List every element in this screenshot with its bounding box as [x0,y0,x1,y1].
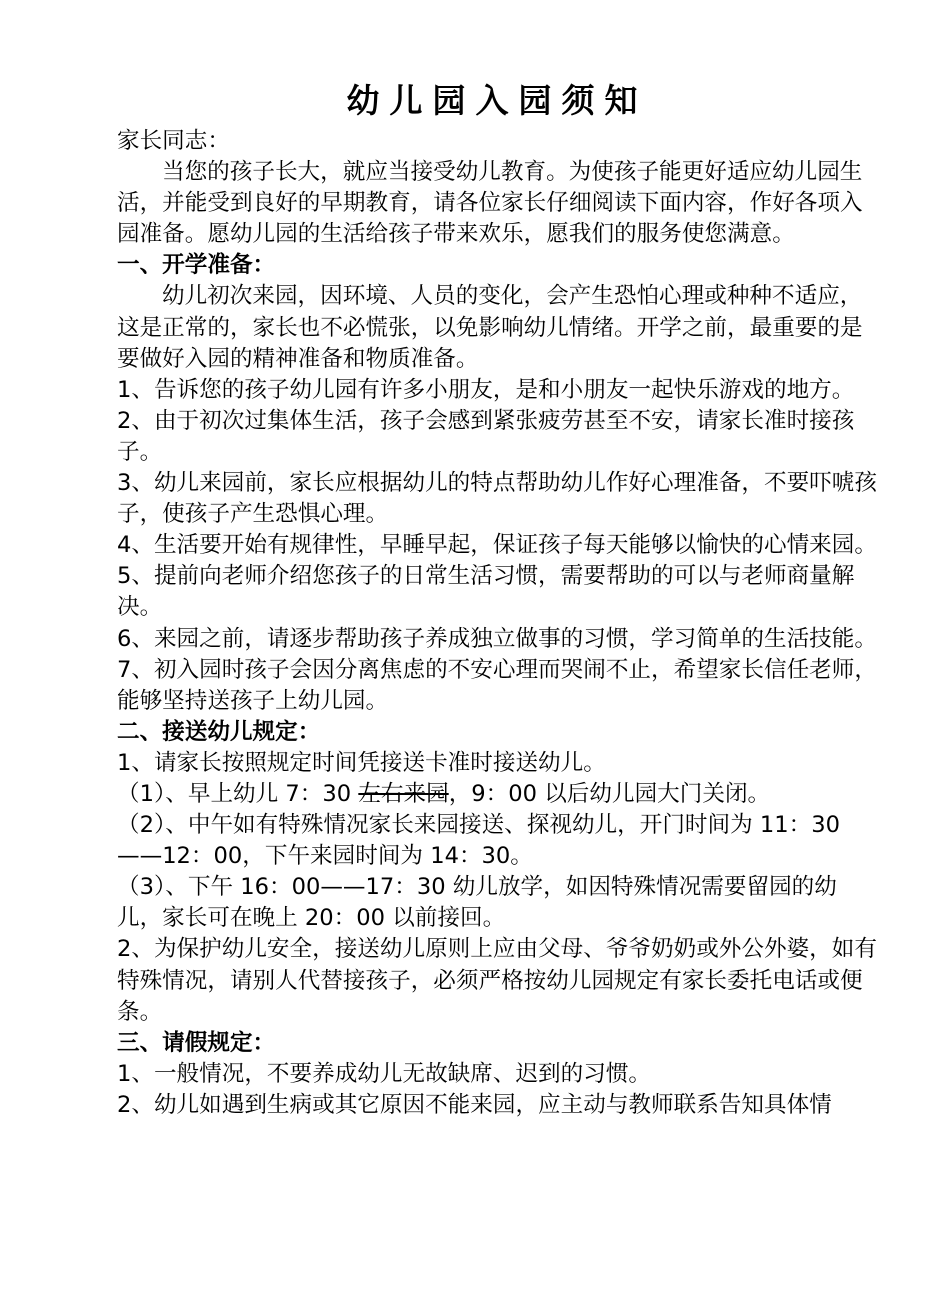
list-item: 5、提前向老师介绍您孩子的日常生活习惯，需要帮助的可以与老师商量解决。 [117,563,855,621]
section-heading-preparation: 一、开学准备： [117,252,276,279]
list-item: 1、告诉您的孩子幼儿园有许多小朋友，是和小朋友一起快乐游戏的地方。 [117,376,855,403]
sub-item-text: ，9：00 以后幼儿园大门关闭。 [448,780,771,807]
document-title: 幼儿园入园须知 [346,81,648,120]
sub-item-noon: （2）、中午如有特殊情况家长来园接送、探视幼儿，开门时间为 11：30——12：00，下午来园时间为 14：30。 [117,812,840,870]
list-item: 2、幼儿如遇到生病或其它原因不能来园，应主动与教师联系告知具体情 [117,1091,832,1118]
list-item: 6、来园之前，请逐步帮助孩子养成独立做事的习惯，学习简单的生活技能。 [117,625,877,652]
sub-item-morning [117,779,877,810]
list-item: 3、幼儿来园前，家长应根据幼儿的特点帮助幼儿作好心理准备，不要吓唬孩子，使孩子产生恐惧心理。 [117,470,877,528]
list-item: 2、由于初次过集体生活，孩子会感到紧张疲劳甚至不安，请家长准时接孩子。 [117,407,855,465]
struck-text: 左右来园 [358,780,449,807]
list-item: 1、一般情况，不要养成幼儿无故缺席、迟到的习惯。 [117,1060,652,1087]
sub-item-text: （1）、早上幼儿 7：30 [117,780,359,807]
document-page [117,76,877,1121]
list-item: 1、请家长按照规定时间凭接送卡准时接送幼儿。 [117,749,606,776]
list-item: 2、为保护幼儿安全，接送幼儿原则上应由父母、爷爷奶奶或外公外婆，如有特殊情况，请别人代替接孩子，必须严格按幼儿园规定有家长委托电话或便条。 [117,936,877,1025]
section-heading-pickup: 二、接送幼儿规定： [117,718,321,745]
preparation-paragraph: 幼儿初次来园，因环境、人员的变化，会产生恐怕心理或种种不适应，这是正常的，家长也不必慌张，以免影响幼儿情绪。开学之前，最重要的是要做好入园的精神准备和物质准备。 [117,283,863,372]
intro-paragraph: 当您的孩子长大，就应当接受幼儿教育。为使孩子能更好适应幼儿园生活，并能受到良好的早期教育，请各位家长仔细阅读下面内容，作好各项入园准备。愿幼儿园的生活给孩子带来欢乐，愿我们的服务使您满意。 [117,159,863,248]
section-heading-leave: 三、请假规定： [117,1029,276,1056]
list-item: 7、初入园时孩子会因分离焦虑的不安心理而哭闹不止，希望家长信任老师，能够坚持送孩子上幼儿园。 [117,656,877,714]
list-item: 4、生活要开始有规律性，早睡早起，保证孩子每天能够以愉快的心情来园。 [117,532,877,559]
sub-item-afternoon: （3）、下午 16：00——17：30 幼儿放学，如因特殊情况需要留园的幼儿，家长可在晚上 20：00 以前接回。 [117,874,837,932]
greeting: 家长同志： [117,128,230,154]
